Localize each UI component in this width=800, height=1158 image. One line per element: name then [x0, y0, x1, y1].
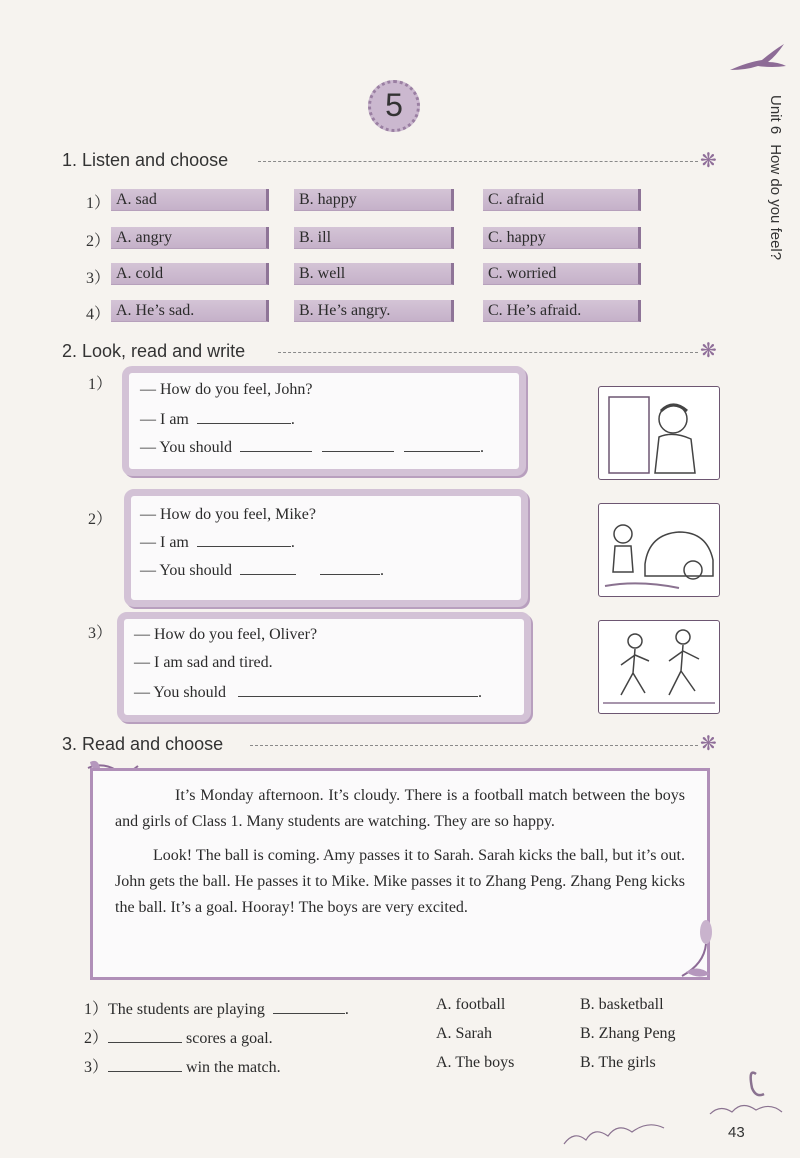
boy-in-rain-picture [598, 503, 720, 597]
advice-prefix: — You should [134, 684, 227, 701]
answer-prefix: — I am [140, 534, 189, 551]
option-c[interactable]: C. happy [483, 227, 641, 249]
item-number: 1） [88, 376, 113, 393]
choice-a[interactable]: A. Sarah [436, 1025, 492, 1042]
question-blank[interactable] [273, 999, 345, 1014]
period: . [480, 439, 485, 456]
boy-illustration-icon [599, 387, 719, 479]
question-text-end: . [344, 1001, 349, 1018]
option-a[interactable]: A. cold [111, 263, 269, 285]
question-row [84, 1025, 273, 1048]
option-b[interactable]: B. well [294, 263, 454, 285]
reading-passage [90, 768, 710, 980]
question-row [84, 996, 349, 1019]
choice-a[interactable]: A. football [436, 996, 506, 1013]
advice-line [140, 560, 384, 580]
advice-blank[interactable] [404, 437, 480, 452]
advice-blank[interactable] [238, 682, 478, 697]
page-number: 43 [728, 1124, 745, 1141]
section3-divider [250, 745, 698, 746]
bird-decoration-icon [728, 40, 788, 80]
advice-blank[interactable] [240, 437, 312, 452]
flower-icon: ❋ [700, 338, 717, 362]
car-and-boy-illustration-icon [599, 504, 719, 596]
item-number: 3） [88, 625, 113, 642]
advice-line [140, 437, 484, 457]
section2-title: 2. Look, read and write [62, 341, 246, 361]
advice-blank[interactable] [320, 560, 380, 575]
option-a[interactable]: A. He’s sad. [111, 300, 269, 322]
lesson-number-badge: 5 [368, 80, 420, 132]
period: . [290, 411, 295, 428]
advice-line [134, 682, 482, 702]
option-b[interactable]: B. ill [294, 227, 454, 249]
question-text-end: scores a goal. [186, 1030, 273, 1047]
unit-label: Unit 6 [767, 95, 784, 135]
question-number: 1） [84, 1001, 109, 1018]
flower-vine-decoration-icon [676, 914, 726, 984]
dialogue-answer-line [140, 409, 295, 429]
period: . [478, 684, 483, 701]
item-number: 3） [86, 270, 111, 287]
option-a[interactable]: A. angry [111, 227, 269, 249]
runners-illustration-icon [599, 621, 719, 713]
item-number: 1） [86, 195, 111, 212]
item-number: 2） [88, 511, 113, 528]
unit-title: How do you feel? [767, 144, 784, 261]
dialogue-answer: — I am sad and tired. [134, 654, 273, 671]
section1-divider [258, 161, 698, 162]
dialogue-question: — How do you feel, Mike? [140, 506, 316, 523]
flower-icon: ❋ [700, 148, 717, 172]
choice-b[interactable]: B. The girls [580, 1054, 656, 1071]
option-b[interactable]: B. He’s angry. [294, 300, 454, 322]
answer-blank[interactable] [197, 409, 291, 424]
option-b[interactable]: B. happy [294, 189, 454, 211]
dialogue-question: — How do you feel, John? [140, 381, 313, 398]
section1-title: 1. Listen and choose [62, 150, 229, 170]
advice-prefix: — You should [140, 562, 233, 579]
advice-blank[interactable] [322, 437, 394, 452]
question-blank[interactable] [108, 1028, 182, 1043]
section2-divider [278, 352, 698, 353]
period: . [380, 562, 385, 579]
option-c[interactable]: C. afraid [483, 189, 641, 211]
dialogue-answer-line [140, 532, 295, 552]
flower-icon: ❋ [700, 731, 717, 755]
option-c[interactable]: C. worried [483, 263, 641, 285]
cloud-line-decoration-icon [560, 1064, 790, 1154]
choice-b[interactable]: B. basketball [580, 996, 664, 1013]
advice-blank[interactable] [240, 560, 296, 575]
question-text: The students are playing [108, 1001, 265, 1018]
option-a[interactable]: A. sad [111, 189, 269, 211]
question-number: 3） [84, 1059, 109, 1076]
answer-prefix: — I am [140, 411, 189, 428]
question-text-end: win the match. [186, 1059, 281, 1076]
question-blank[interactable] [108, 1057, 182, 1072]
period: . [290, 534, 295, 551]
unit-side-tab [760, 95, 790, 305]
option-c[interactable]: C. He’s afraid. [483, 300, 641, 322]
section3-title: 3. Read and choose [62, 734, 224, 754]
passage-paragraph: Look! The ball is coming. Amy passes it to Sarah. Sarah kicks the ball, but it’s out. John gets the ball. He passes it to Mike. Mike passes it to Zhang Peng. Zhang Peng kicks the ball. It’s a goal. Hooray! The boys are very excited. [115, 847, 685, 916]
question-number: 2） [84, 1030, 109, 1047]
item-number: 2） [86, 233, 111, 250]
dialogue-question: — How do you feel, Oliver? [134, 626, 318, 643]
passage-paragraph: It’s Monday afternoon. It’s cloudy. There is a football match between the boys and girls of Class 1. Many students are watching. They are so happy. [115, 787, 685, 830]
answer-blank[interactable] [197, 532, 291, 547]
advice-prefix: — You should [140, 439, 233, 456]
running-students-picture [598, 620, 720, 714]
item-number: 4） [86, 306, 111, 323]
boy-stomachache-picture [598, 386, 720, 480]
choice-b[interactable]: B. Zhang Peng [580, 1025, 676, 1042]
choice-a[interactable]: A. The boys [436, 1054, 515, 1071]
question-row [84, 1054, 281, 1077]
